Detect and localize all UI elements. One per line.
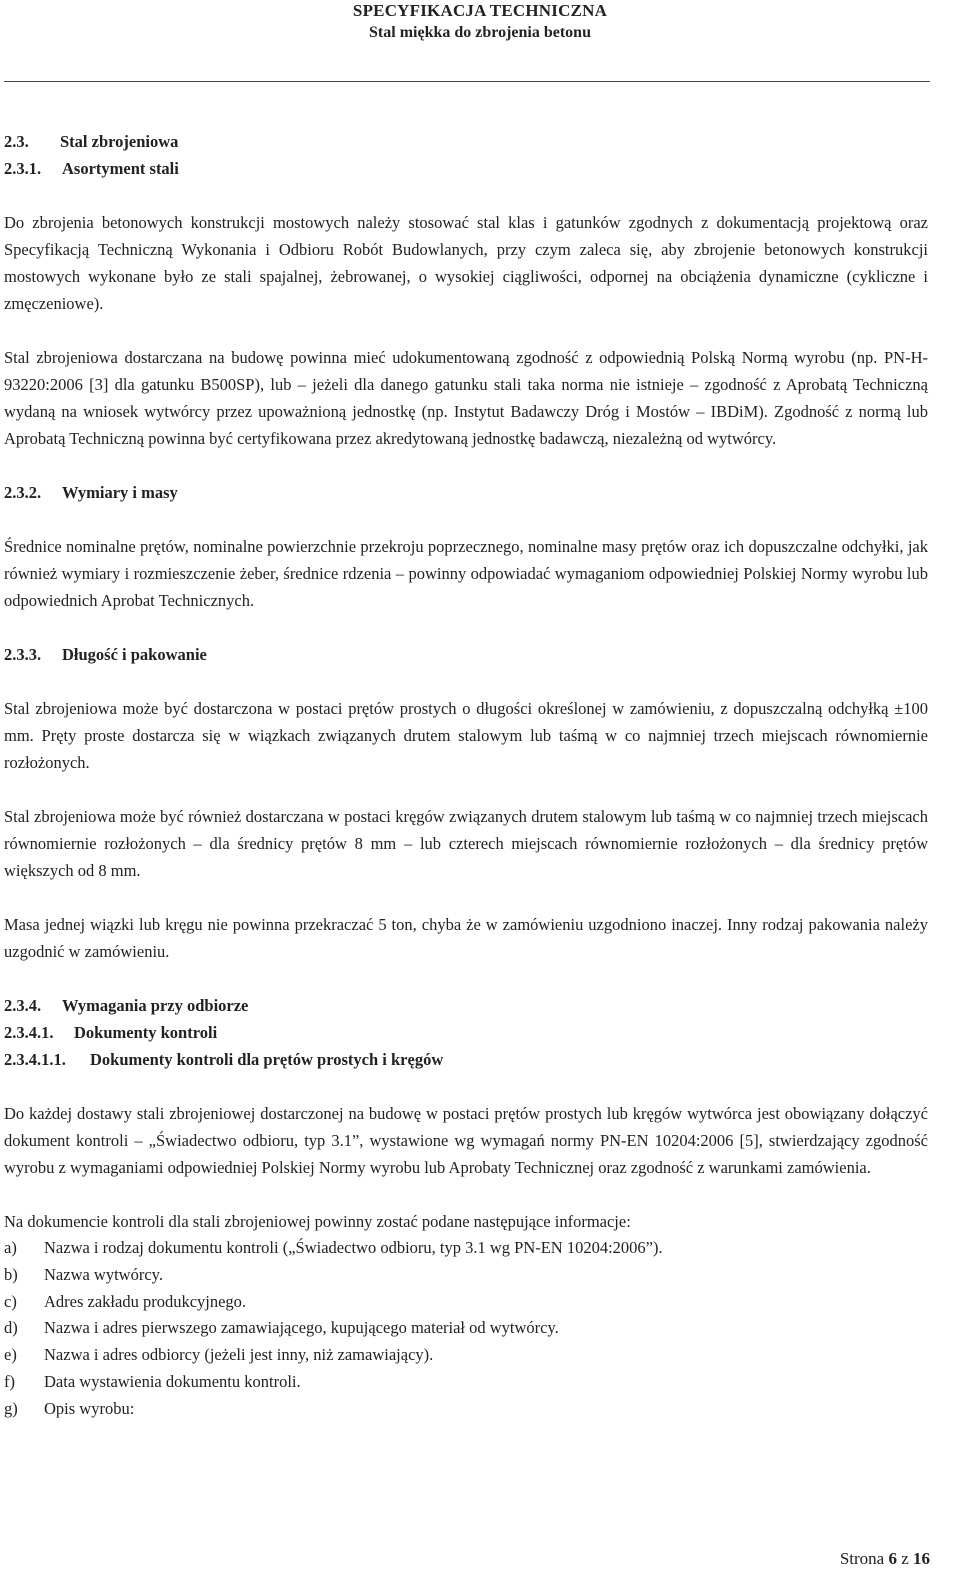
heading-title: Dokumenty kontroli — [74, 1023, 218, 1042]
page-number — [840, 1548, 930, 1570]
paragraph-steel-assortment: Do zbrojenia betonowych konstrukcji mostowych należy stosować stal klas i gatunków zgodnych z dokumentacją projektową oraz Specyfikacją Techniczną Wykonania i Odbioru Robót Budowlanych, przy czym zaleca się, aby zbrojenie betonowych konstrukcji mostowych wykonane było ze stali spajalnej, żebrowanej, o wysokiej ciągliwości, odpornej na obciążenia dynamiczne (cykliczne i zmęczeniowe). — [4, 213, 928, 313]
heading-number: 2.3.4.1. — [4, 1023, 54, 1042]
heading-title: Długość i pakowanie — [62, 645, 207, 664]
list-item-text: Nazwa i adres odbiorcy (jeżeli jest inny, niż zamawiający). — [44, 1345, 434, 1365]
paragraph-straight-bars: Stal zbrojeniowa może być dostarczona w postaci prętów prostych o długości określonej w zamówieniu, z dopuszczalną odchyłką ±100 mm. Pręty proste dostarcza się w wiązkach związanych drutem stalowym lub taśmą w co najmniej trzech miejscach równomiernie rozłożonych. — [4, 699, 928, 772]
list-item-letter: d) — [4, 1318, 18, 1338]
heading-number: 2.3.2. — [4, 483, 42, 502]
list-item-text: Nazwa i adres pierwszego zamawiającego, kupującego materiał od wytwórcy. — [44, 1318, 559, 1338]
paragraph-conformity: Stal zbrojeniowa dostarczana na budowę powinna mieć udokumentowaną zgodność z odpowiednią Polską Normą wyrobu (np. PN-H-93220:2006 [3] dla gatunku B500SP), lub – jeżeli dla danego gatunku stali taka norma nie istnieje – zgodność z Aprobatą Techniczną wydaną na wniosek wytwórcy przez upoważnioną jednostkę (np. Instytut Badawczy Dróg i Mostów – IBDiM). Zgodność z normą lub Aprobatą Techniczną powinna być certyfikowana przez akredytowaną jednostkę badawczą, niezależną od wytwórcy. — [4, 348, 928, 448]
heading-number: 2.3.3. — [4, 645, 42, 664]
list-item-text: Nazwa i rodzaj dokumentu kontroli („Świadectwo odbioru, typ 3.1 wg PN-EN 10204:2006”). — [44, 1238, 663, 1257]
current-page: 6 — [888, 1549, 897, 1568]
list-item — [4, 1342, 928, 1369]
heading-2-3-4-1-1 — [4, 1046, 928, 1073]
paragraph-dimensions: Średnice nominalne prętów, nominalne powierzchnie przekroju poprzecznego, nominalne masy prętów oraz ich dopuszczalne odchyłki, jak również wymiary i rozmieszczenie żeber, średnice rdzenia – powinny odpowiadać wymaganiom odpowiedniej Polskiej Normy wyrobu lub odpowiednich Aprobat Technicznych. — [4, 537, 928, 610]
heading-2-3-4 — [4, 992, 928, 1019]
list-item-letter: f) — [4, 1371, 15, 1391]
list-item-text: Nazwa wytwórcy. — [44, 1264, 163, 1284]
list-item-letter: a) — [4, 1238, 17, 1257]
list-item-letter: e) — [4, 1345, 17, 1365]
heading-title: Wymiary i masy — [62, 483, 178, 502]
list-item — [4, 1396, 928, 1423]
heading-2-3-4-1 — [4, 1019, 928, 1046]
paragraph-coils: Stal zbrojeniowa może być również dostarczana w postaci kręgów związanych drutem stalowym lub taśmą w co najmniej trzech miejscach równomiernie rozłożonych – dla średnicy prętów 8 mm – lub czterech miejscach równomiernie rozłożonych – dla średnicy prętów większych od 8 mm. — [4, 807, 928, 880]
document-subtitle: Stal miękka do zbrojenia betonu — [369, 24, 591, 41]
list-item-letter: b) — [4, 1264, 18, 1284]
heading-title: Wymagania przy odbiorze — [62, 996, 249, 1015]
heading-title: Asortyment stali — [62, 159, 179, 178]
list-item-letter: g) — [4, 1398, 18, 1418]
list-item-letter: c) — [4, 1291, 17, 1311]
heading-title: Dokumenty kontroli dla prętów prostych i kręgów — [90, 1050, 444, 1069]
paragraph-inspection-document: Do każdej dostawy stali zbrojeniowej dostarczonej na budowę w postaci prętów prostych lub kręgów wytwórca jest obowiązany dołączyć dokument kontroli – „Świadectwo odbioru, typ 3.1”, wystawione wg wymagań normy PN-EN 10204:2006 [5], stwierdzający zgodność wyrobu z wymaganiami odpowiedniej Polskiej Normy wyrobu lub Aprobaty Technicznej oraz zgodność z warunkami zamówienia. — [4, 1104, 928, 1177]
list-item — [4, 1235, 928, 1262]
heading-2-3-1 — [4, 155, 928, 182]
list-item-text: Data wystawienia dokumentu kontroli. — [44, 1371, 301, 1391]
paragraph-bundle-mass: Masa jednej wiązki lub kręgu nie powinna przekraczać 5 ton, chyba że w zamówieniu uzgodniono inaczej. Inny rodzaj pakowania należy uzgodnić w zamówieniu. — [4, 915, 928, 961]
list-item-text: Adres zakładu produkcyjnego. — [44, 1291, 247, 1311]
list-item — [4, 1289, 928, 1316]
heading-number: 2.3.4.1.1. — [4, 1050, 66, 1069]
heading-2-3-3 — [4, 641, 928, 668]
list-item — [4, 1262, 928, 1289]
document-body — [4, 128, 928, 1423]
heading-2-3-2 — [4, 479, 928, 506]
paragraph-required-info: Na dokumencie kontroli dla stali zbrojeniowej powinny zostać podane następujące informacje: — [4, 1212, 631, 1231]
required-info-list — [4, 1235, 928, 1423]
header-divider — [4, 81, 930, 82]
heading-number: 2.3.1. — [4, 159, 42, 178]
page-of: z — [901, 1549, 909, 1568]
page-header — [0, 0, 960, 44]
list-item-text: Opis wyrobu: — [44, 1398, 135, 1418]
total-pages: 16 — [913, 1549, 930, 1568]
heading-number: 2.3. — [4, 132, 29, 151]
heading-title: Stal zbrojeniowa — [60, 132, 179, 151]
heading-2-3 — [4, 128, 928, 155]
list-item — [4, 1369, 928, 1396]
heading-number: 2.3.4. — [4, 996, 42, 1015]
page-label: Strona — [839, 1549, 885, 1568]
list-item — [4, 1315, 928, 1342]
document-title: SPECYFIKACJA TECHNICZNA — [352, 1, 608, 20]
